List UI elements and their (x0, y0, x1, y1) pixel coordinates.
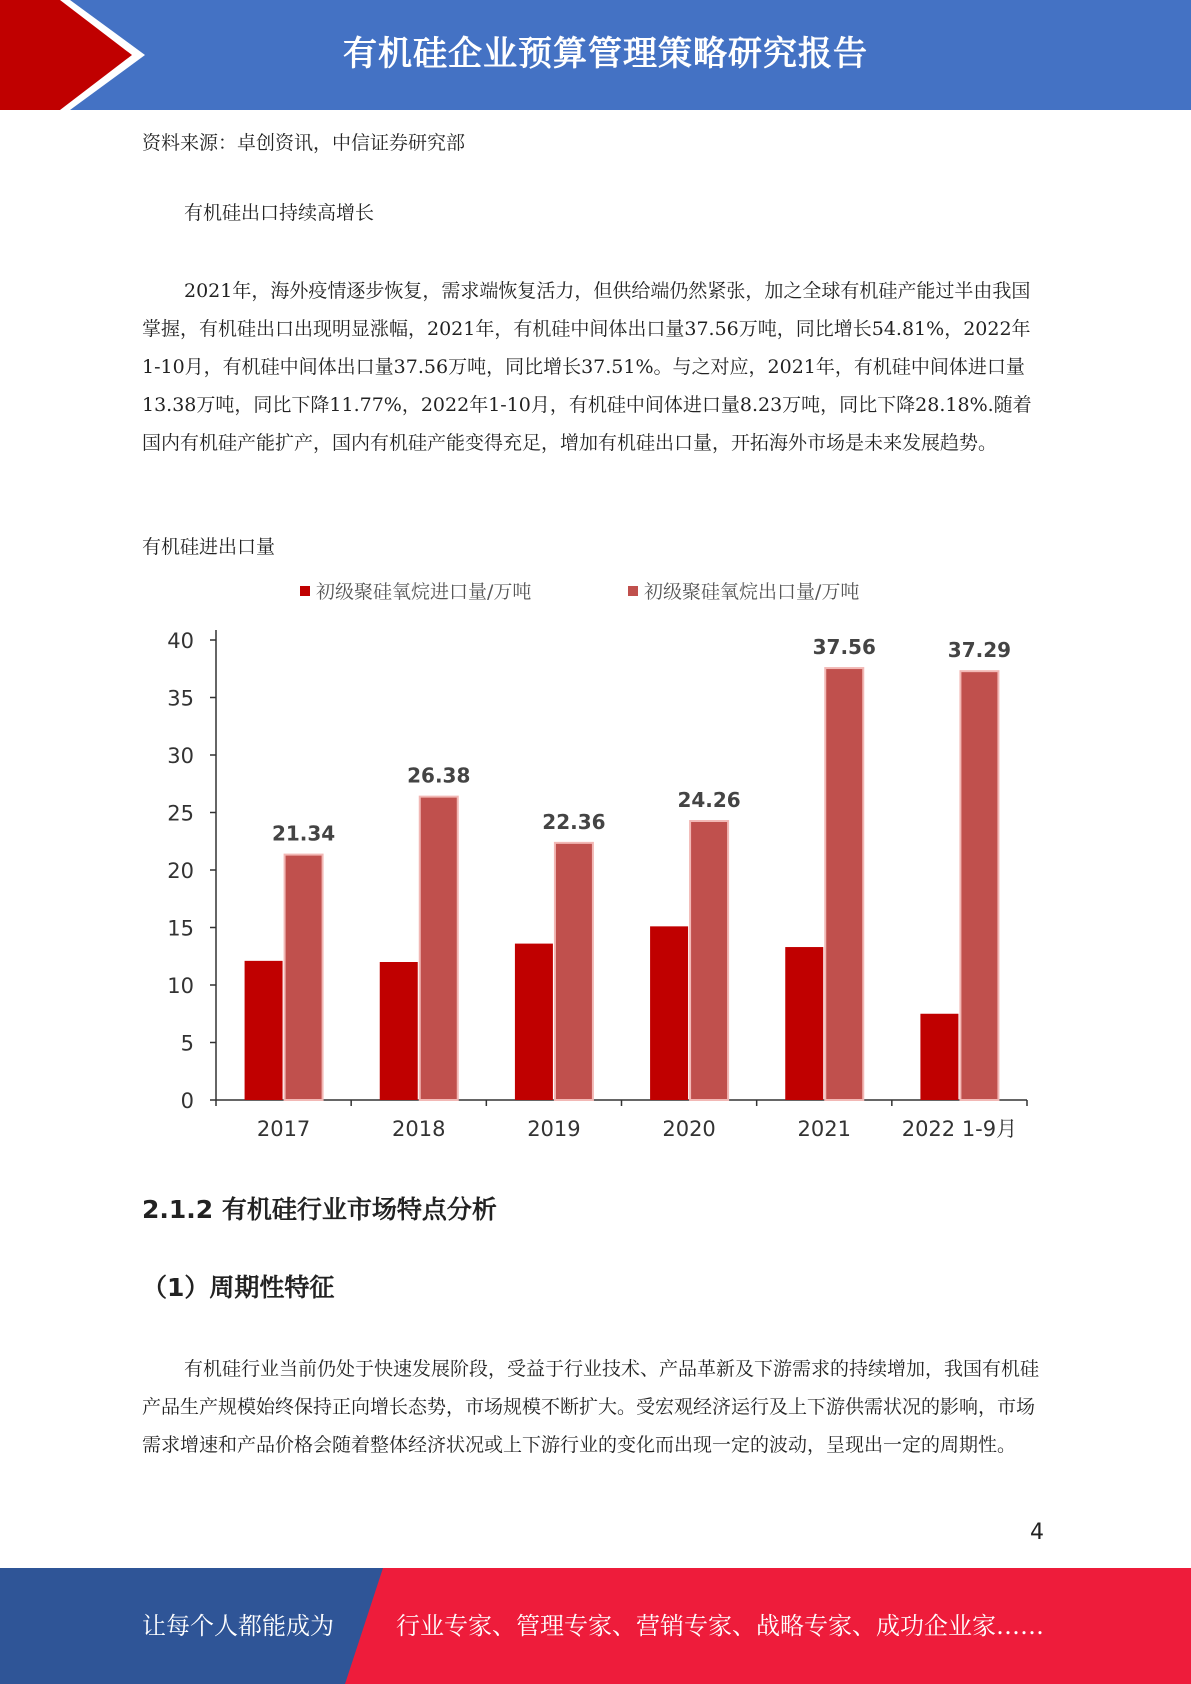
subsection-heading: （1）周期性特征 (142, 1273, 335, 1302)
page-number: 4 (1030, 1520, 1044, 1545)
x-axis (216, 1100, 1027, 1141)
y-tick-label: 15 (167, 916, 194, 941)
y-tick-label: 30 (167, 744, 194, 768)
footer-slogan-right: 行业专家、管理专家、营销专家、战略专家、成功企业家…… (396, 1612, 1044, 1640)
data-label-export: 24.26 (677, 788, 741, 813)
y-tick-label: 35 (167, 686, 194, 711)
legend-label-import: 初级聚硅氧烷进口量/万吨 (316, 581, 532, 603)
bar-export (285, 855, 323, 1100)
y-tick-label: 0 (180, 1089, 194, 1113)
y-tick-label: 10 (167, 974, 194, 998)
y-tick-label: 25 (167, 801, 194, 826)
page-header (0, 0, 1191, 110)
bar-import (920, 1014, 958, 1100)
bar-import (650, 926, 688, 1100)
y-axis (167, 629, 216, 1113)
x-tick-label: 2017 (256, 1117, 311, 1141)
legend-swatch-export (628, 586, 638, 596)
bar-export (690, 821, 728, 1100)
legend-label-export: 初级聚硅氧烷出口量/万吨 (644, 581, 860, 603)
y-tick-label: 40 (167, 629, 194, 653)
legend-swatch-import (300, 586, 310, 596)
bar-export (555, 843, 593, 1100)
data-label-export: 37.29 (947, 638, 1012, 663)
section-heading: 2.1.2 有机硅行业市场特点分析 (142, 1195, 497, 1224)
import-export-chart (142, 570, 1042, 1145)
chart-legend (300, 581, 859, 603)
header-title: 有机硅企业预算管理策略研究报告 (343, 34, 868, 74)
x-tick-label: 2020 (662, 1117, 716, 1141)
data-label-export: 21.34 (271, 821, 336, 846)
page-footer (0, 1568, 1191, 1684)
chart-caption: 有机硅进出口量 (142, 536, 276, 558)
chart-bars (245, 668, 999, 1100)
chart-data-labels (272, 635, 1011, 846)
data-label-export: 22.36 (542, 809, 606, 834)
bar-import (785, 947, 823, 1100)
x-tick-label: 2019 (527, 1117, 581, 1141)
paragraph-cyclicality: 有机硅行业当前仍处于快速发展阶段，受益于行业技术、产品革新及下游需求的持续增加，我国有机硅产品生产规模始终保持正向增长态势，市场规模不断扩大。受宏观经济运行及上下游供需状况的影响，市场需求增速和产品价格会随着整体经济状况或上下游行业的变化而出现一定的波动，呈现出一定的周期性。 (142, 1358, 1040, 1456)
y-tick-label: 20 (167, 859, 194, 883)
x-tick-label: 2022 1-9月 (901, 1117, 1018, 1141)
source-note: 资料来源：卓创资讯，中信证券研究部 (142, 132, 466, 154)
subheading: 有机硅出口持续高增长 (184, 202, 375, 224)
x-tick-label: 2021 (797, 1117, 851, 1141)
data-label-export: 37.56 (812, 635, 876, 660)
x-tick-label: 2018 (392, 1117, 446, 1141)
bar-export (420, 797, 458, 1100)
bar-export (825, 668, 863, 1100)
bar-import (380, 962, 418, 1100)
bar-import (515, 944, 553, 1100)
footer-slogan-left: 让每个人都能成为 (142, 1612, 334, 1640)
bar-export (960, 671, 998, 1100)
y-tick-label: 5 (180, 1031, 194, 1056)
data-label-export: 26.38 (407, 763, 471, 788)
bar-import (245, 961, 283, 1100)
paragraph-export-growth: 2021年，海外疫情逐步恢复，需求端恢复活力，但供给端仍然紧张，加之全球有机硅产能过半由我国掌握，有机硅出口出现明显涨幅，2021年，有机硅中间体出口量37.56万吨，同比增长54.81%，2022年1-10月，有机硅中间体出口量37.56万吨，同比增长37.51%。与之对应，2021年，有机硅中间体进口量13.38万吨，同比下降11.77%，2022年1-10月，有机硅中间体进口量8.23万吨，同比下降28.18%.随着国内有机硅产能扩产，国内有机硅产能变得充足，增加有机硅出口量，开拓海外市场是未来发展趋势。 (142, 280, 1032, 454)
